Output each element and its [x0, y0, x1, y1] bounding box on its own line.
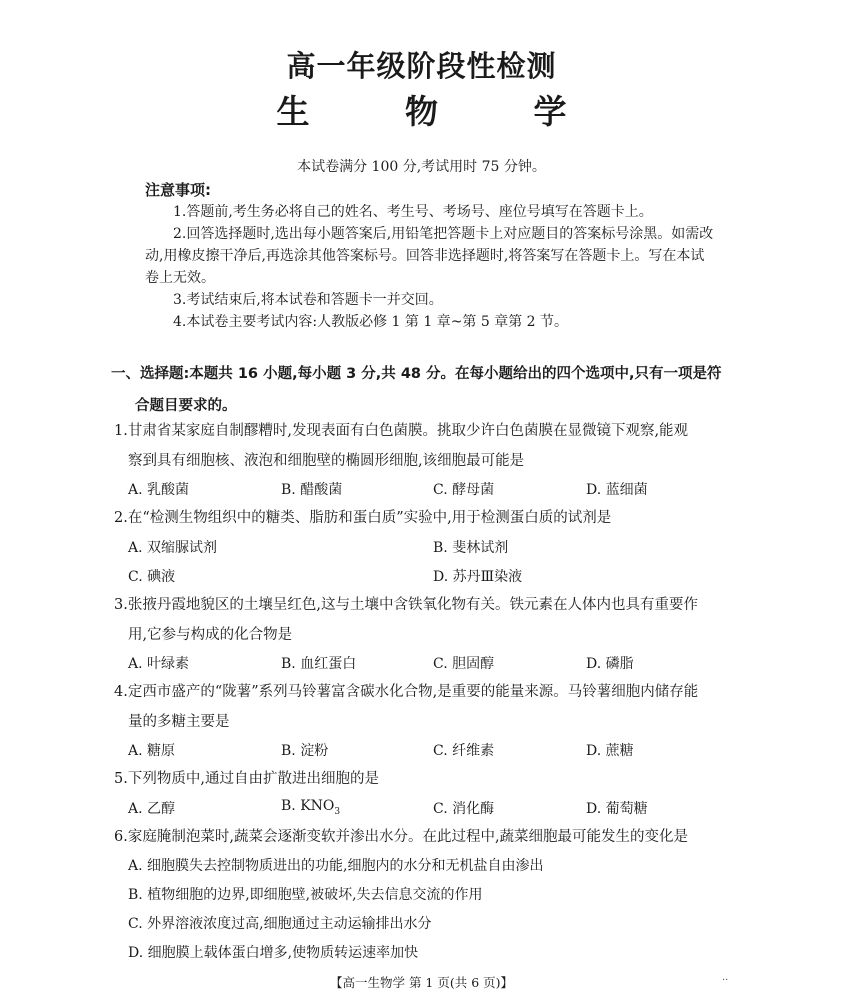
- notice-heading: 注意事项:: [145, 181, 211, 199]
- section-heading: [111, 358, 751, 422]
- option-c: C. 外界溶液浓度过高,细胞通过主动运输排出水分: [128, 916, 432, 932]
- page-footer: 【高一生物学 第 1 页(共 6 页)】: [329, 975, 514, 990]
- option-b: [281, 798, 340, 817]
- option-a: A. 糖原: [128, 743, 176, 759]
- question-3-stem: [114, 590, 744, 650]
- option-b: B. 淀粉: [281, 743, 329, 759]
- question-2-stem: [114, 503, 744, 533]
- section-heading-line: 一、选择题:本题共 16 小题,每小题 3 分,共 48 分。在每小题给出的四个选项中,只有一项是符: [111, 366, 722, 382]
- option-d: D. 葡萄糖: [586, 801, 648, 817]
- option-d: D. 蓝细菌: [586, 482, 648, 498]
- question-stem-line: 4.定西市盛产的“陇薯”系列马铃薯富含碳水化合物,是重要的能量来源。马铃薯细胞内储存能: [114, 684, 699, 700]
- notice-item: 4.本试卷主要考试内容:人教版必修 1 第 1 章~第 5 章第 2 节。: [173, 314, 569, 330]
- option-b: B. 斐林试剂: [433, 540, 509, 556]
- question-1-stem: [114, 416, 744, 476]
- option-a: A. 双缩脲试剂: [128, 540, 218, 556]
- option-a: A. 叶绿素: [128, 656, 190, 672]
- question-6-stem: [114, 822, 744, 852]
- subject-title: 生 物 学: [276, 92, 609, 131]
- option-b: B. 植物细胞的边界,即细胞壁,被破坏,失去信息交流的作用: [128, 887, 483, 903]
- question-stem-line: 2.在“检测生物组织中的糖类、脂肪和蛋白质”实验中,用于检测蛋白质的试剂是: [114, 510, 612, 526]
- notice-list: [145, 201, 715, 333]
- question-2-options: [128, 537, 748, 561]
- question-4-options: [128, 740, 748, 764]
- exam-title: 高一年级阶段性检测: [286, 49, 557, 83]
- option-b: B. 醋酸菌: [281, 482, 343, 498]
- question-stem-line: 3.张掖丹霞地貌区的土壤呈红色,这与土壤中含铁氧化物有关。铁元素在人体内也具有重要作: [114, 597, 698, 613]
- question-stem-line: 1.甘肃省某家庭自制醪糟时,发现表面有白色菌膜。挑取少许白色菌膜在显微镜下观察,能观: [114, 423, 689, 439]
- question-4-stem: [114, 677, 744, 737]
- option-d: D. 蔗糖: [586, 743, 634, 759]
- option-c: C. 纤维素: [433, 743, 495, 759]
- option-a: A. 乳酸菌: [128, 482, 190, 498]
- option-c: C. 酵母菌: [433, 482, 495, 498]
- option-c: C. 消化酶: [433, 801, 495, 817]
- option-b: B. 血红蛋白: [281, 656, 357, 672]
- option-c: C. 碘液: [128, 569, 176, 585]
- option-c: C. 胆固醇: [433, 656, 495, 672]
- question-stem-line: 察到具有细胞核、液泡和细胞壁的椭圆形细胞,该细胞最可能是: [128, 453, 525, 469]
- exam-info: 本试卷满分 100 分,考试用时 75 分钟。: [297, 159, 546, 175]
- option-b-text: B. KNO: [281, 798, 335, 814]
- option-d: D. 磷脂: [586, 656, 634, 672]
- question-5-stem: [114, 764, 744, 794]
- question-stem-line: 5.下列物质中,通过自由扩散进出细胞的是: [114, 771, 379, 787]
- question-1-options: [128, 479, 748, 503]
- notice-item: 2.回答选择题时,选出每小题答案后,用铅笔把答题卡上对应题目的答案标号涂黑。如需改动,用橡皮擦干净后,再选涂其他答案标号。回答非选择题时,将答案写在答题卡上。写在本试卷上无效。: [145, 226, 714, 286]
- option-a: A. 乙醇: [128, 801, 176, 817]
- notice-item: 3.考试结束后,将本试卷和答题卡一并交回。: [173, 292, 443, 308]
- question-stem-line: 用,它参与构成的化合物是: [128, 627, 293, 643]
- option-a: A. 细胞膜失去控制物质进出的功能,细胞内的水分和无机盐自由渗出: [128, 858, 544, 874]
- question-2-options-row2: [128, 566, 748, 590]
- question-3-options: [128, 653, 748, 677]
- question-stem-line: 6.家庭腌制泡菜时,蔬菜会逐渐变软并渗出水分。在此过程中,蔬菜细胞最可能发生的变化是: [114, 829, 689, 845]
- option-d: D. 苏丹Ⅲ染液: [433, 569, 523, 585]
- section-heading-line: 合题目要求的。: [135, 398, 237, 414]
- question-stem-line: 量的多糖主要是: [128, 714, 230, 730]
- corner-mark: ··: [722, 975, 729, 986]
- option-d: D. 细胞膜上载体蛋白增多,使物质转运速率加快: [128, 945, 419, 961]
- question-5-options: [128, 798, 748, 822]
- notice-item: 1.答题前,考生务必将自己的姓名、考生号、考场号、座位号填写在答题卡上。: [173, 204, 653, 220]
- option-b-subscript: 3: [334, 806, 341, 817]
